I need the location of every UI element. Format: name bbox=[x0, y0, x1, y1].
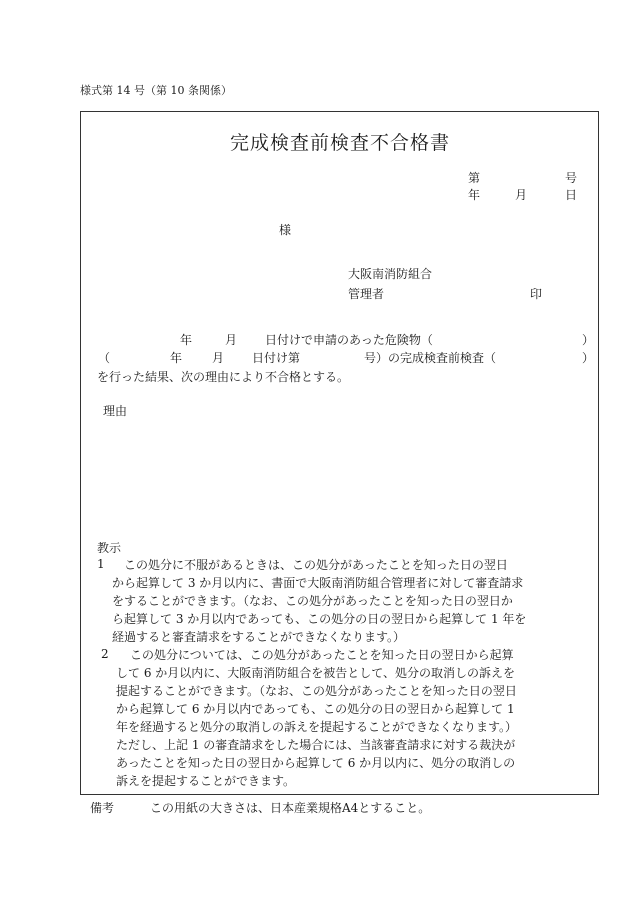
issuer-role: 管理者 bbox=[348, 287, 385, 301]
instruction-item2-line: して 6 か月以内に、大阪南消防組合を被告として、処分の取消しの訴えを bbox=[116, 666, 516, 680]
instruction-item2-line: 年を経過すると処分の取消しの訴えを提起することができなくなります。） bbox=[116, 720, 518, 734]
instruction-item2-line: から起算して 6 か月以内であっても、この処分の日の翌日から起算して 1 bbox=[116, 702, 515, 716]
instruction-item1-line: をすることができます。（なお、この処分があったことを知った日の翌日か bbox=[112, 594, 513, 608]
body-line2-close: ） bbox=[582, 351, 595, 365]
instruction-item2 bbox=[97, 646, 587, 790]
note-label: 備考 bbox=[90, 801, 115, 815]
reason-label: 理由 bbox=[103, 404, 128, 418]
instruction-item2-line: 提起することができます。（なお、この処分があったことを知った日の翌日 bbox=[116, 684, 517, 698]
instruction-heading: 教示 bbox=[97, 541, 122, 555]
number-suffix: 号 bbox=[565, 171, 578, 185]
instruction-item1-line: から起算して 3 か月以内に、書面で大阪南消防組合管理者に対して審査請求 bbox=[112, 576, 524, 590]
instruction-item1 bbox=[97, 556, 587, 646]
body-line2-year: 年 bbox=[170, 351, 183, 365]
instruction-item2-number: 2 bbox=[101, 647, 109, 661]
body-line1-close: ） bbox=[582, 333, 595, 347]
instruction-item1-line: ら起算して 3 か月以内であっても、この処分の日の翌日から起算して 1 年を bbox=[112, 612, 527, 626]
body-line1-year: 年 bbox=[180, 333, 193, 347]
instruction-item1-number: 1 bbox=[97, 557, 105, 571]
note-text: この用紙の大きさは、日本産業規格A4とすること。 bbox=[150, 801, 431, 815]
body-line1-month: 月 bbox=[225, 333, 238, 347]
date-day: 日 bbox=[565, 188, 578, 202]
seal-mark: 印 bbox=[530, 287, 543, 301]
body-line3: を行った結果、次の理由により不合格とする。 bbox=[97, 370, 350, 384]
number-prefix: 第 bbox=[468, 171, 481, 185]
recipient-suffix: 様 bbox=[279, 223, 292, 237]
form-number: 様式第 14 号（第 10 条関係） bbox=[80, 84, 232, 97]
page-title: 完成検査前検査不合格書 bbox=[230, 132, 451, 154]
instruction-item2-line: あったことを知った日の翌日から起算して 6 か月以内に、処分の取消しの bbox=[116, 756, 516, 770]
instruction-item1-line: この処分に不服があるときは、この処分があったことを知った日の翌日 bbox=[124, 558, 508, 572]
body-line2-month: 月 bbox=[212, 351, 225, 365]
body-line2-number-prefix: 日付け第 bbox=[252, 351, 301, 365]
instruction-item2-line: この処分については、この処分があったことを知った日の翌日から起算 bbox=[130, 648, 514, 662]
instruction-item2-line: ただし、上記 1 の審査請求をした場合には、当該審査請求に対する裁決が bbox=[116, 738, 516, 752]
instruction-item1-line: 経過すると審査請求をすることができなくなります。） bbox=[112, 630, 406, 644]
body-line1-text: 日付けで申請のあった危険物（ bbox=[265, 333, 433, 347]
instruction-item2-line: 訴えを提起することができます。 bbox=[116, 774, 296, 788]
body-line2-text: 号）の完成検査前検査（ bbox=[364, 351, 497, 365]
date-month: 月 bbox=[515, 188, 528, 202]
date-year: 年 bbox=[468, 188, 481, 202]
body-line2-open: （ bbox=[98, 351, 111, 365]
issuer-organization: 大阪南消防組合 bbox=[348, 267, 433, 281]
